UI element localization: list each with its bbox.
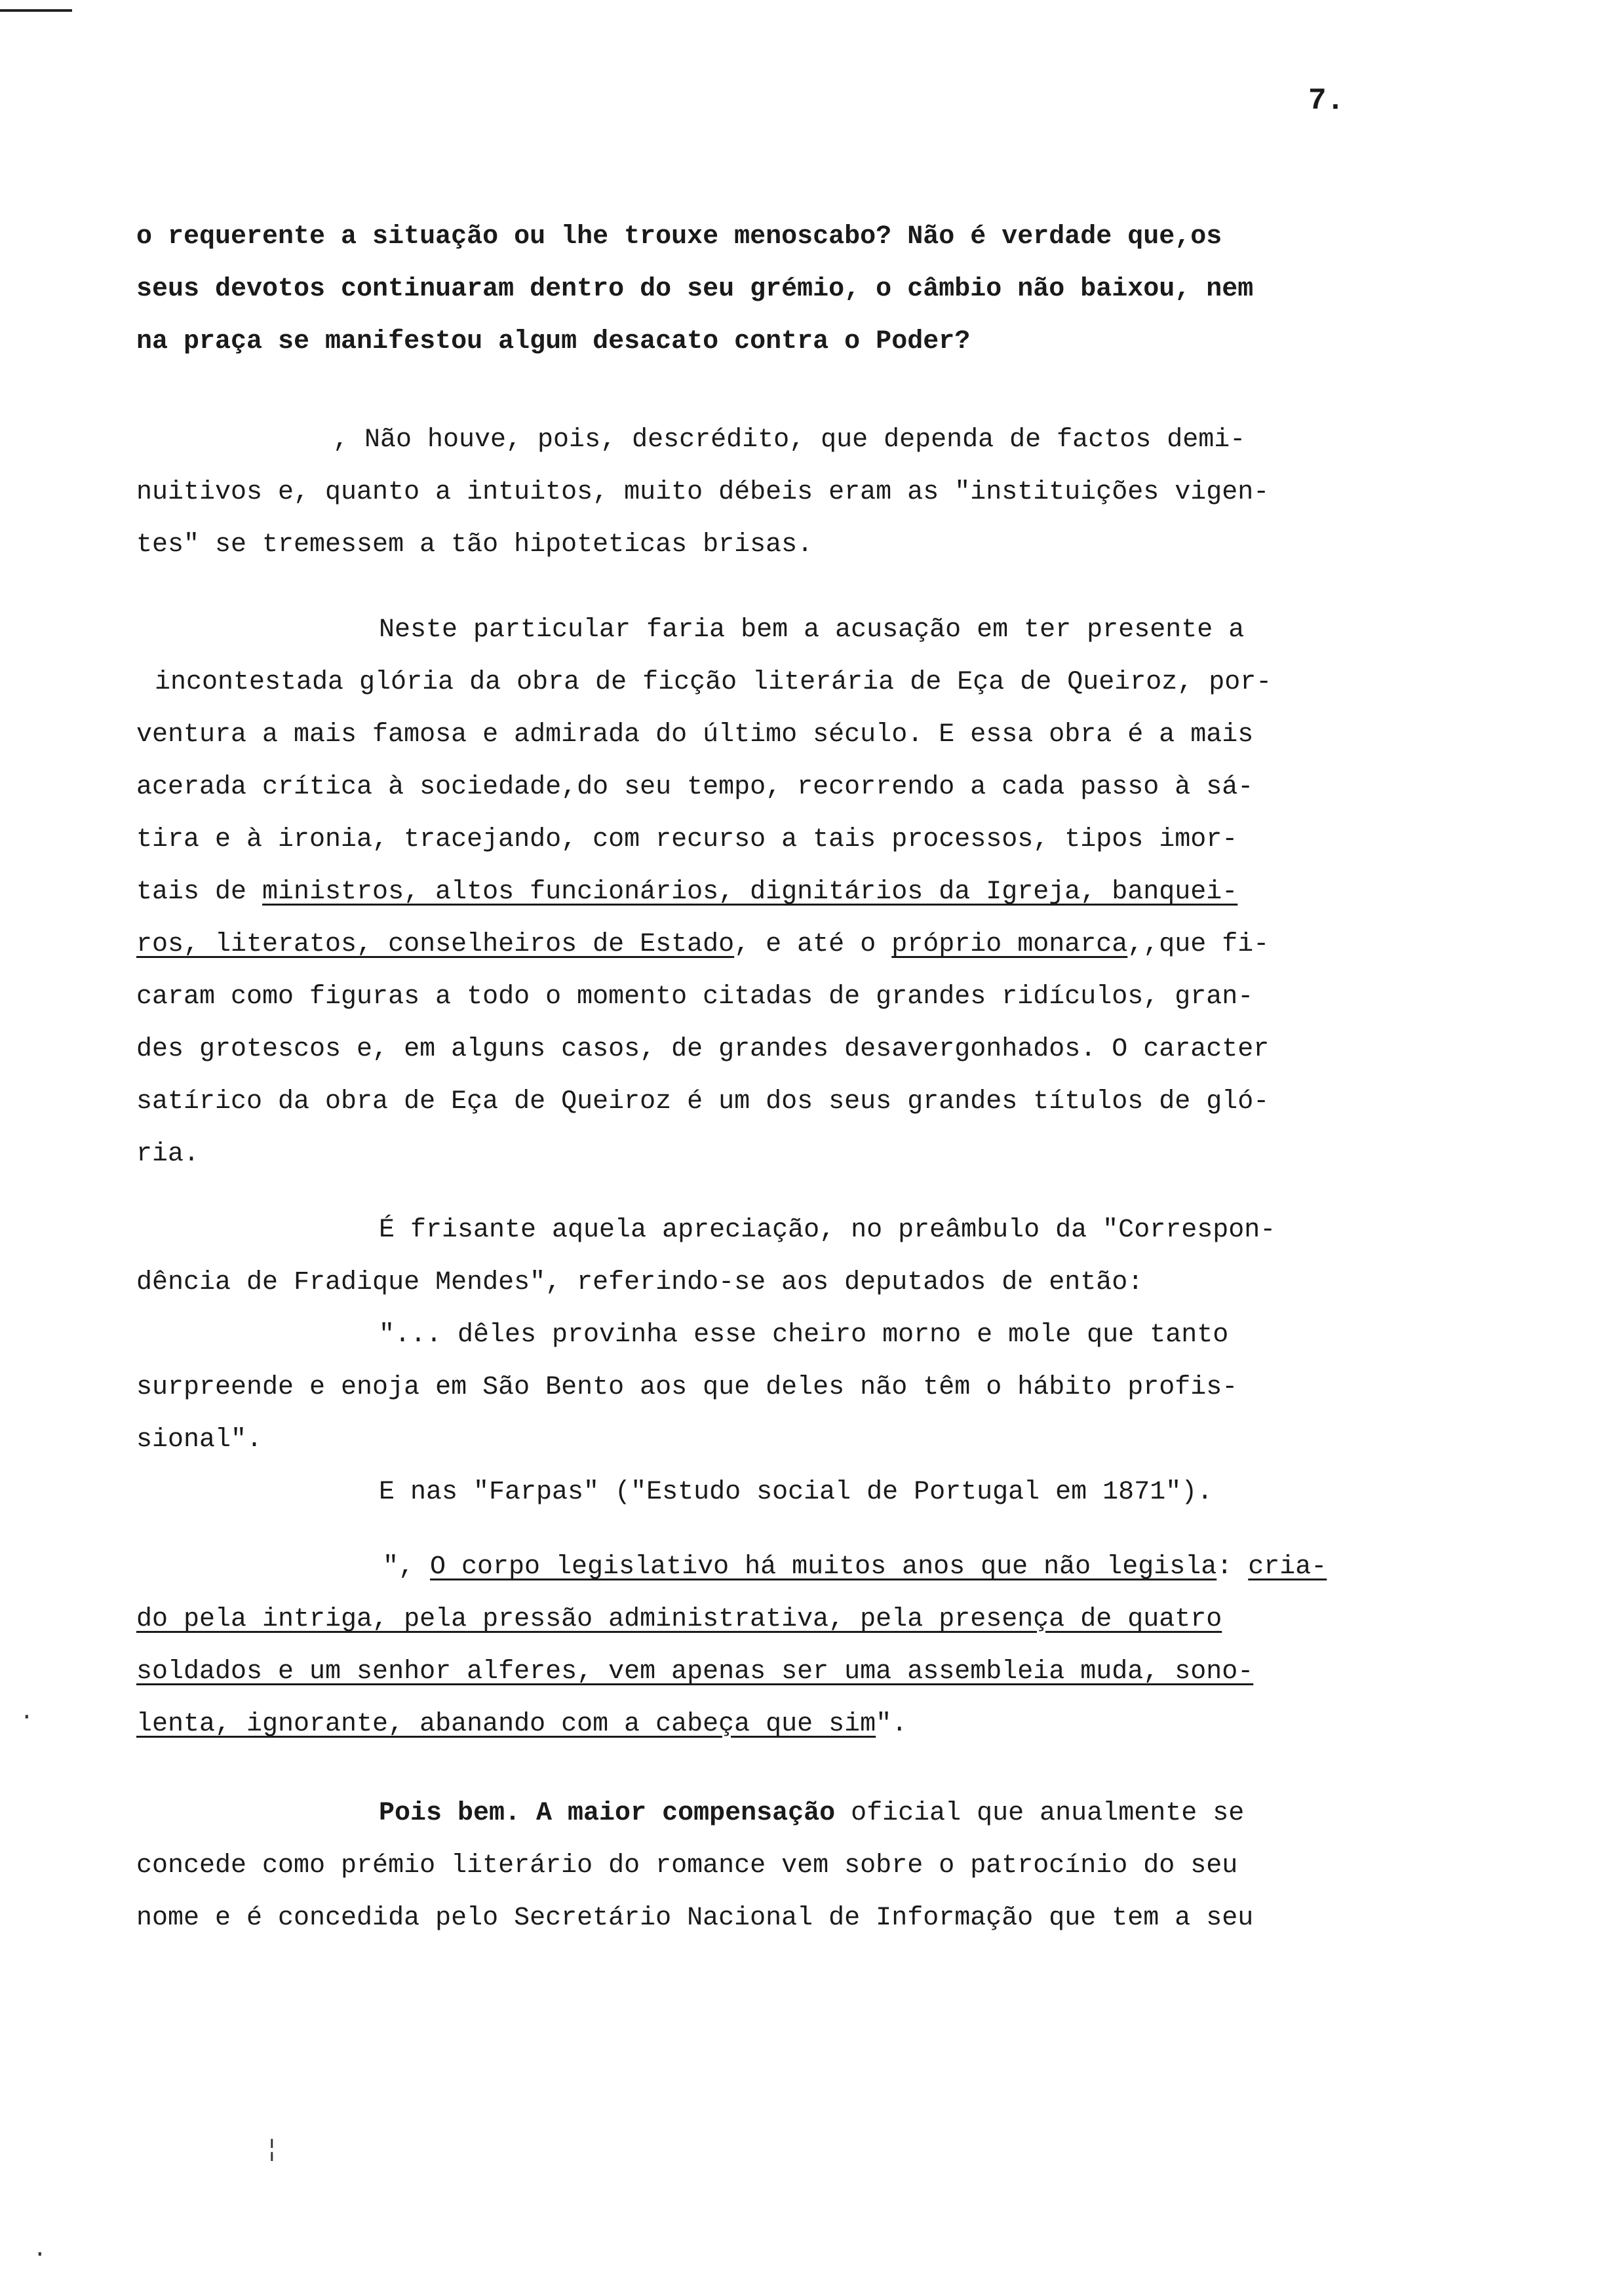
text-line: , Não houve, pois, descrédito, que dependa de factos demi-: [333, 425, 1246, 455]
text-line: dência de Fradique Mendes", referindo-se aos deputados de então:: [136, 1268, 1144, 1297]
text-segment: ,,que fi-: [1127, 930, 1270, 959]
text-line: tes" se tremessem a tão hipoteticas brisas.: [136, 530, 813, 560]
paragraph-4: [136, 1204, 1447, 1519]
text-line: na praça se manifestou algum desacato contra o Poder?: [136, 327, 971, 356]
text-line: nome e é concedida pelo Secretário Nacional de Informação que tem a seu: [136, 1904, 1254, 1933]
underlined-segment: lenta, ignorante, abanando com a cabeça que sim: [136, 1710, 876, 1739]
scan-speck: ·: [33, 2241, 47, 2268]
text-line: Neste particular faria bem a acusação em ter presente a: [379, 615, 1245, 645]
paragraph-2: [136, 414, 1447, 571]
text-line: caram como figuras a todo o momento citadas de grandes ridículos, gran-: [136, 982, 1254, 1012]
text-line: acerada crítica à sociedade,do seu tempo, recorrendo a cada passo à sá-: [136, 773, 1254, 802]
text-line: o requerente a situação ou lhe trouxe menoscabo? Não é verdade que,os: [136, 222, 1222, 252]
text-line: [136, 919, 1447, 971]
text-line: [136, 1698, 1447, 1751]
text-line: surpreende e enoja em São Bento aos que deles não têm o hábito profis-: [136, 1373, 1238, 1402]
page-number: 7.: [1308, 84, 1345, 118]
text-segment: oficial que anualmente se: [835, 1799, 1245, 1828]
underlined-segment: cria-: [1248, 1552, 1327, 1582]
text-line: nuitivos e, quanto a intuitos, muito débeis eram as "instituições vigen-: [136, 478, 1270, 507]
underlined-segment: ministros, altos funcionários, dignitários da Igreja, banquei-: [262, 877, 1238, 907]
text-line: satírico da obra de Eça de Queiroz é um dos seus grandes títulos de gló-: [136, 1087, 1270, 1117]
scan-speck: ·: [20, 1704, 34, 1731]
text-segment: tais de: [136, 877, 263, 907]
underlined-line: soldados e um senhor alferes, vem apenas ser uma assembleia muda, sono-: [136, 1657, 1254, 1687]
paragraph-3: [136, 604, 1447, 1181]
text-line: [136, 1541, 1447, 1594]
paragraph-6: [136, 1788, 1447, 1945]
underlined-segment: ros, literatos, conselheiros de Estado: [136, 930, 735, 959]
text-line: ventura a mais famosa e admirada do último século. E essa obra é a mais: [136, 720, 1254, 750]
text-line: tira e à ironia, tracejando, com recurso a tais processos, tipos imor-: [136, 825, 1238, 854]
text-segment: ".: [876, 1710, 908, 1739]
text-line: seus devotos continuaram dentro do seu grémio, o câmbio não baixou, nem: [136, 275, 1254, 304]
underlined-segment: próprio monarca: [891, 930, 1128, 959]
text-line: concede como prémio literário do romance vem sobre o patrocínio do seu: [136, 1851, 1238, 1881]
text-line: E nas "Farpas" ("Estudo social de Portugal em 1871").: [379, 1478, 1213, 1507]
bold-segment: Pois bem. A maior compensação: [379, 1799, 836, 1828]
underlined-line: do pela intriga, pela pressão administrativa, pela presença de quatro: [136, 1605, 1222, 1634]
text-line: sional".: [136, 1425, 263, 1455]
paragraph-1: [136, 211, 1447, 368]
text-line: [136, 1788, 1447, 1840]
text-line: É frisante aquela apreciação, no preâmbulo da "Correspon-: [379, 1215, 1276, 1245]
scan-speck: ¦: [265, 2136, 279, 2163]
paragraph-5-quote: [136, 1541, 1447, 1751]
scan-corner-mark: [0, 9, 72, 12]
text-line: "... dêles provinha esse cheiro morno e mole que tanto: [379, 1320, 1229, 1350]
text-segment: :: [1216, 1552, 1249, 1582]
underlined-segment: O corpo legislativo há muitos anos que não legisla: [430, 1552, 1217, 1582]
text-line: ria.: [136, 1139, 200, 1169]
text-segment: ",: [383, 1552, 431, 1582]
text-line: [136, 866, 1447, 919]
text-line: des grotescos e, em alguns casos, de grandes desavergonhados. O caracter: [136, 1035, 1270, 1064]
text-segment: , e até o: [734, 930, 892, 959]
text-line: incontestada glória da obra de ficção literária de Eça de Queiroz, por-: [155, 668, 1272, 697]
